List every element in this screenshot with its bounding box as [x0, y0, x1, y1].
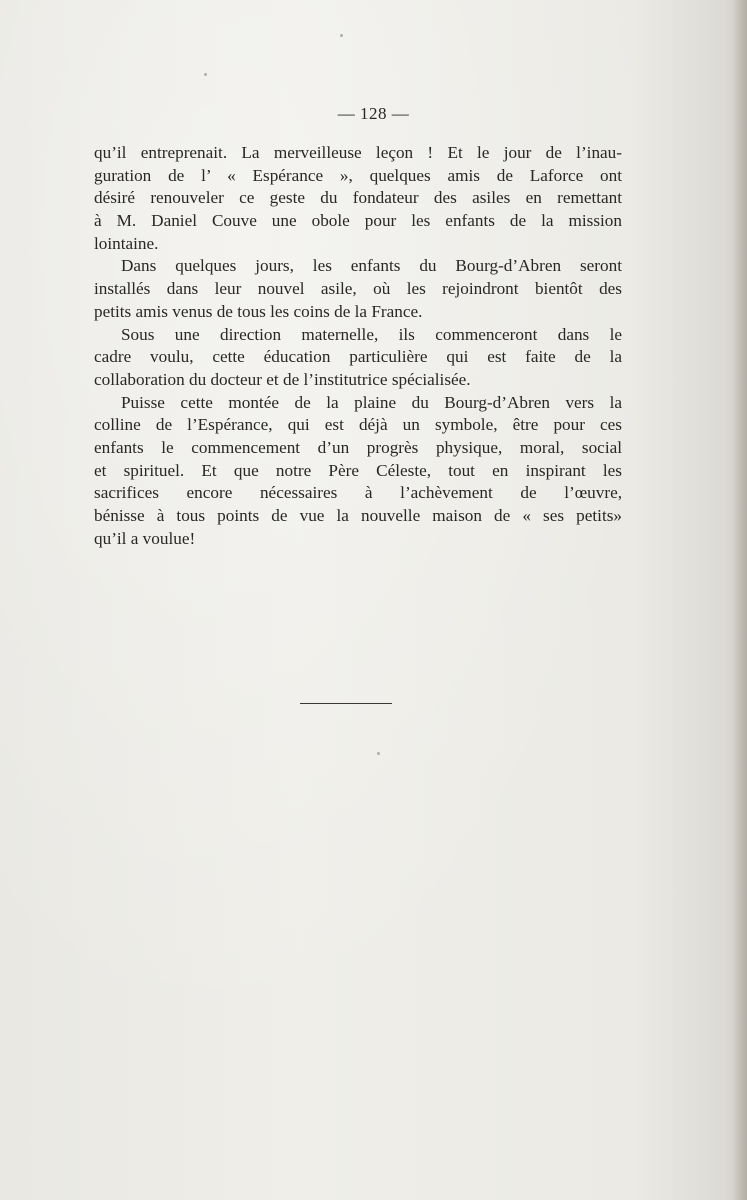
text-line: guration de l’ « Espérance », quelques amis de Laforce ont: [94, 165, 622, 185]
paragraph-2: [94, 255, 622, 323]
text-line: et spirituel. Et que notre Père Céleste, tout en inspirant les: [94, 460, 622, 480]
paper-speck: [340, 34, 343, 37]
text-line: colline de l’Espérance, qui est déjà un symbole, être pour ces: [94, 415, 622, 435]
text-line: Sous une direction maternelle, ils commenceront dans le: [121, 324, 622, 344]
paragraph-3: [94, 324, 622, 392]
text-line: cadre voulu, cette éducation particulière qui est faite de la: [94, 347, 622, 367]
text-line: petits amis venus de tous les coins de la France.: [94, 301, 423, 321]
text-line: Puisse cette montée de la plaine du Bourg-d’Abren vers la: [121, 392, 622, 412]
text-line: qu’il a voulue!: [94, 528, 196, 548]
text-line: désiré renouveler ce geste du fondateur des asiles en remettant: [94, 188, 622, 208]
text-line: qu’il entreprenait. La merveilleuse leçon ! Et le jour de l’inau-: [94, 143, 622, 162]
text-line: installés dans leur nouvel asile, où les rejoindront bientôt des: [94, 279, 622, 299]
text-line: sacrifices encore nécessaires à l’achèvement de l’œuvre,: [94, 483, 622, 503]
paragraph-1: [94, 142, 622, 255]
text-line: bénisse à tous points de vue la nouvelle maison de « ses petits»: [94, 506, 622, 525]
text-line: enfants le commencement d’un progrès physique, moral, social: [94, 437, 622, 457]
paper-speck: [204, 73, 207, 76]
body-text: [94, 142, 622, 550]
page-edge-shadow: [733, 0, 747, 1200]
text-line: à M. Daniel Couve une obole pour les enfants de la mission: [94, 211, 622, 231]
page-number: — 128 —: [337, 104, 410, 123]
section-divider-rule: [300, 703, 392, 704]
text-line: collaboration du docteur et de l’institutrice spécialisée.: [94, 369, 471, 389]
paper-speck: [377, 752, 380, 755]
text-line: Dans quelques jours, les enfants du Bourg-d’Abren seront: [121, 256, 622, 276]
paragraph-4: [94, 392, 622, 551]
text-line: lointaine.: [94, 233, 159, 253]
